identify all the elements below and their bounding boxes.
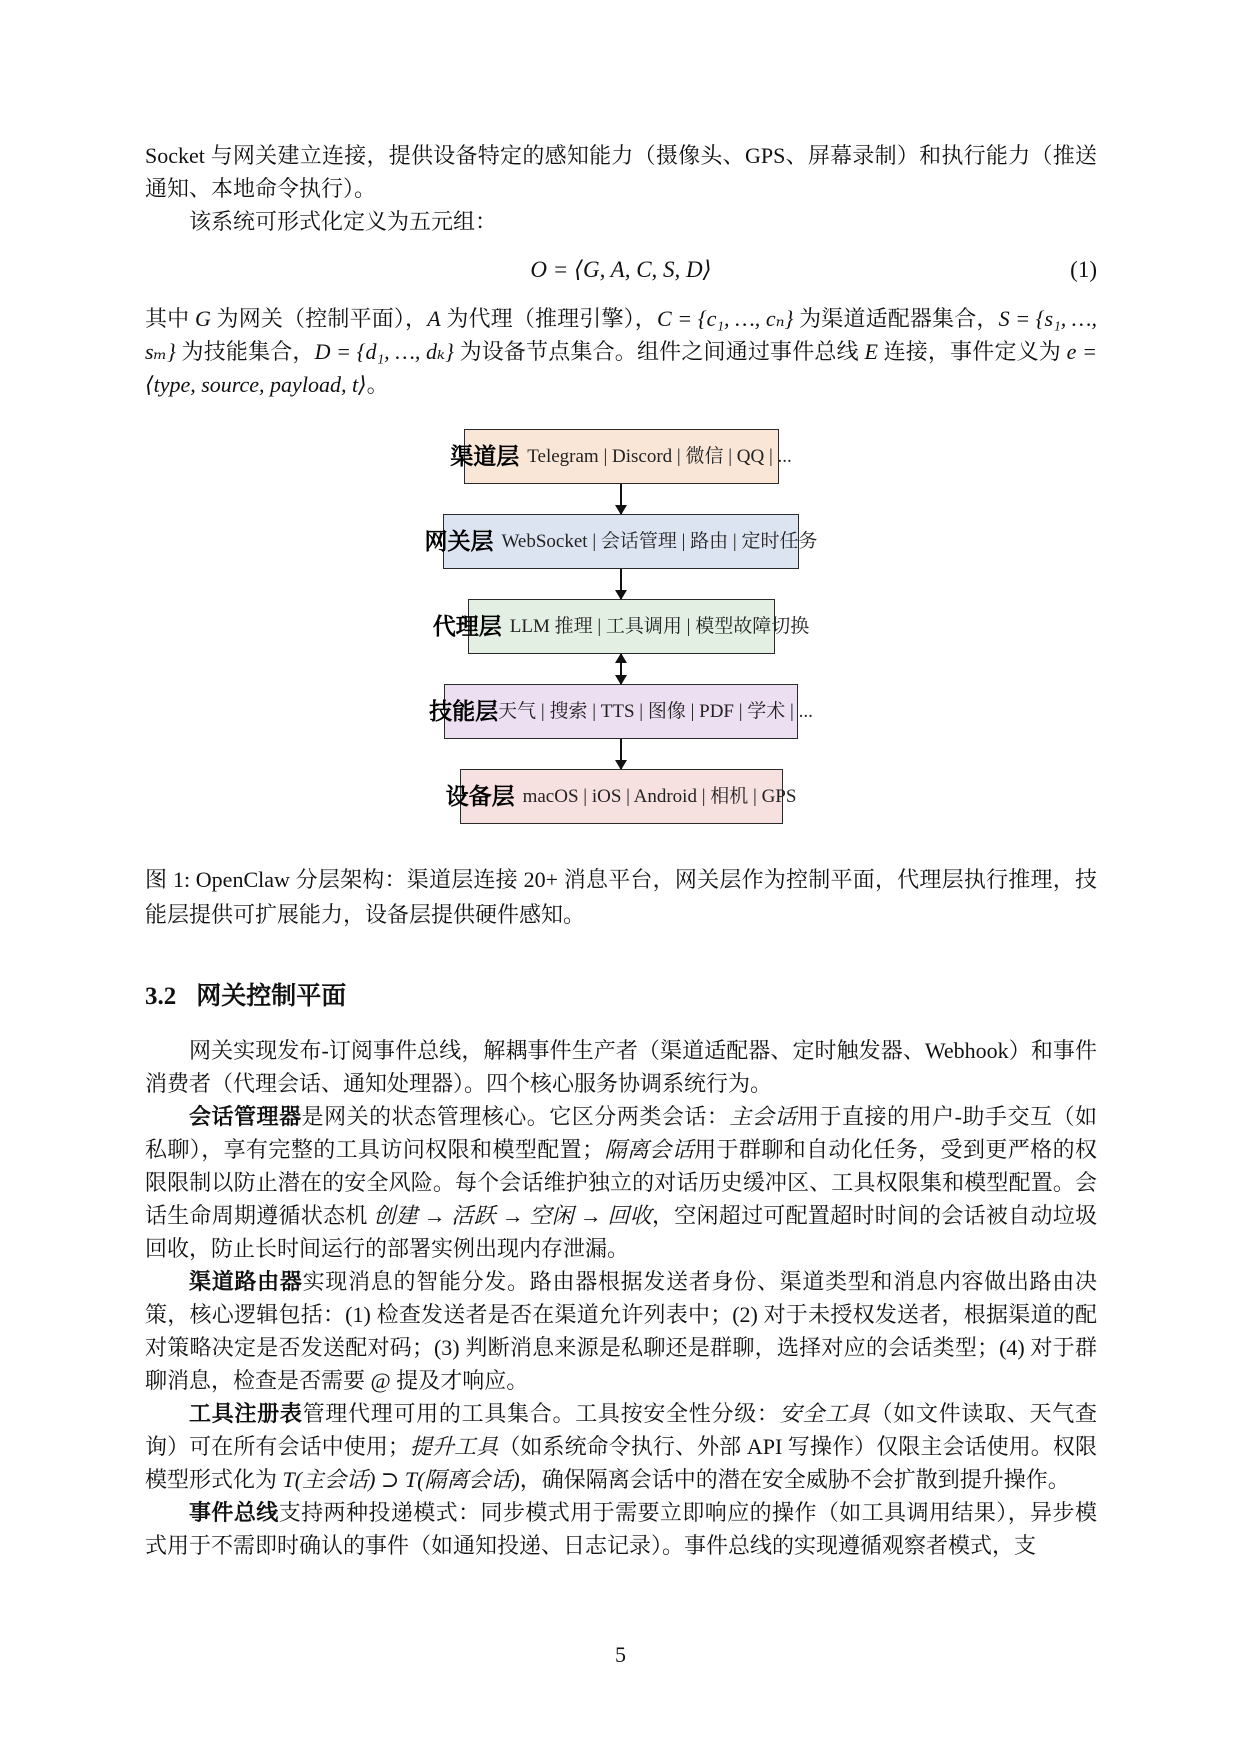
math-run: E: [864, 339, 878, 364]
term-safe-tools: 安全工具: [779, 1401, 871, 1426]
text-run: 实现消息的智能分发。路由器根据发送者身份、渠道类型和消息内容做出路由决策，核心逻辑包括：(1) 检查发送者是否在渠道允许列表中；(2) 对于未授权发送者，根据渠道的配对策略决定是否发送配对码；(3) 判断消息来源是私聊还是群聊，选择对应的会话类型；(4) 对于群聊消息，检查是否需要 @ 提及才响应。: [145, 1269, 1097, 1393]
term-session-manager: 会话管理器: [189, 1104, 302, 1129]
text-run: 为技能集合，: [175, 339, 315, 364]
paragraph-event-bus: [145, 1496, 1097, 1562]
term-tool-registry: 工具注册表: [189, 1401, 303, 1426]
layer-label: 代理层: [432, 614, 502, 639]
layer-box-device: [445, 769, 797, 824]
term-isolated-session: 隔离会话: [604, 1137, 695, 1162]
section-number: 3.2: [145, 983, 177, 1010]
paragraph-channel-router: [145, 1265, 1097, 1397]
layer-box-channel: [450, 429, 792, 484]
layer-label: 渠道层: [450, 444, 520, 469]
figure-caption: 图 1: OpenClaw 分层架构：渠道层连接 20+ 消息平台，网关层作为控制平面，代理层执行推理，技能层提供可扩展能力，设备层提供硬件感知。: [145, 867, 1097, 927]
layer-items: WebSocket | 会话管理 | 路由 | 定时任务: [501, 531, 818, 552]
text-run: ，空闲超过可配置超时时间的会话被自动垃圾回收，防止长时间运行的部署实例出现内存泄漏。: [145, 1203, 1097, 1261]
layer-items: Telegram | Discord | 微信 | QQ | ...: [527, 446, 792, 467]
text-run: 用于直接的用户-助手交互（如私聊），享有完整的工具访问权限和模型配置；: [145, 1104, 1097, 1162]
arrow-down-icon: [620, 569, 622, 599]
equation-expression: O = ⟨G, A, C, S, D⟩: [530, 257, 712, 282]
paragraph-socket: Socket 与网关建立连接，提供设备特定的感知能力（摄像头、GPS、屏幕录制）和执行能力（推送通知、本地命令执行）。: [145, 143, 1097, 201]
section-heading: [145, 982, 1097, 1012]
text-run: 为设备节点集合。组件之间通过事件总线: [453, 339, 865, 364]
term-lifecycle-states: 创建 → 活跃 → 空闲 → 回收: [373, 1203, 653, 1228]
arrow-down-icon: [620, 484, 622, 514]
section-title: 网关控制平面: [196, 983, 347, 1010]
layer-items: macOS | iOS | Android | 相机 | GPS: [522, 786, 797, 807]
text-run: 用于群聊和自动化任务，受到更严格的权限限制以防止潜在的安全风险。每个会话维护独立的对话历史缓冲区、工具权限集和模型配置。会话生命周期遵循状态机: [145, 1137, 1097, 1228]
math-run: G: [195, 306, 211, 331]
text-run: 为网关（控制平面），: [210, 306, 428, 331]
math-run: A: [427, 306, 441, 331]
text-run: ，确保隔离会话中的潜在安全威胁不会扩散到提升操作。: [519, 1467, 1070, 1492]
layer-label: 网关层: [424, 529, 494, 554]
term-event-bus: 事件总线: [189, 1500, 279, 1525]
term-main-session: 主会话: [729, 1104, 797, 1129]
layer-box-agent: [432, 599, 810, 654]
paragraph-tool-registry: [145, 1397, 1097, 1496]
equation: [145, 253, 1097, 286]
layer-label: 技能层: [429, 699, 499, 724]
paragraph-five-tuple: 该系统可形式化定义为五元组：: [189, 209, 498, 234]
layer-box-skill: [429, 684, 813, 739]
equation-number: (1): [1070, 257, 1097, 282]
text-run: 是网关的状态管理核心。它区分两类会话：: [301, 1104, 730, 1129]
paragraph-components: [145, 302, 1097, 401]
layer-items: 天气 | 搜索 | TTS | 图像 | PDF | 学术 | ...: [498, 701, 813, 722]
text-run: （如文件读取、天气查询）可在所有会话中使用；: [145, 1401, 1097, 1459]
term-channel-router: 渠道路由器: [189, 1269, 303, 1294]
paragraph-session-manager: [145, 1100, 1097, 1265]
layer-box-gateway: [424, 514, 818, 569]
text-run: 连接，事件定义为: [877, 339, 1067, 364]
text-run: 支持两种投递模式：同步模式用于需要立即响应的操作（如工具调用结果），异步模式用于不需即时确认的事件（如通知投递、日志记录）。事件总线的实现遵循观察者模式，支: [145, 1500, 1097, 1558]
text-run: 其中: [145, 306, 195, 331]
paragraph-gateway-bus: 网关实现发布-订阅事件总线，解耦事件生产者（渠道适配器、定时触发器、Webhook）和事件消费者（代理会话、通知处理器）。四个核心服务协调系统行为。: [145, 1038, 1097, 1096]
text-run: （如系统命令执行、外部 API 写操作）仅限主会话使用。权限模型形式化为: [145, 1434, 1097, 1492]
text-run: 为代理（推理引擎），: [440, 306, 657, 331]
math-run: e = ⟨type, source, payload, t⟩: [145, 339, 1097, 397]
text-run: 管理代理可用的工具集合。工具按安全性分级：: [302, 1401, 780, 1426]
content: [145, 139, 1097, 1562]
layer-label: 设备层: [445, 784, 515, 809]
math-run: T(主会话) ⊃ T(隔离会话): [282, 1467, 520, 1492]
math-run: S = {s₁, …, sₘ}: [145, 306, 1097, 364]
layer-items: LLM 推理 | 工具调用 | 模型故障切换: [509, 616, 810, 637]
page-number: 5: [615, 1642, 626, 1667]
text-run: 。: [366, 372, 389, 397]
arrow-double-icon: [620, 654, 622, 684]
figure-architecture: [145, 429, 1097, 824]
math-run: D = {d₁, …, dₖ}: [314, 339, 454, 364]
math-run: C = {c₁, …, cₙ}: [656, 306, 794, 331]
term-elevated-tools: 提升工具: [409, 1434, 499, 1459]
arrow-down-icon: [620, 739, 622, 769]
text-run: 为渠道适配器集合，: [793, 306, 999, 331]
